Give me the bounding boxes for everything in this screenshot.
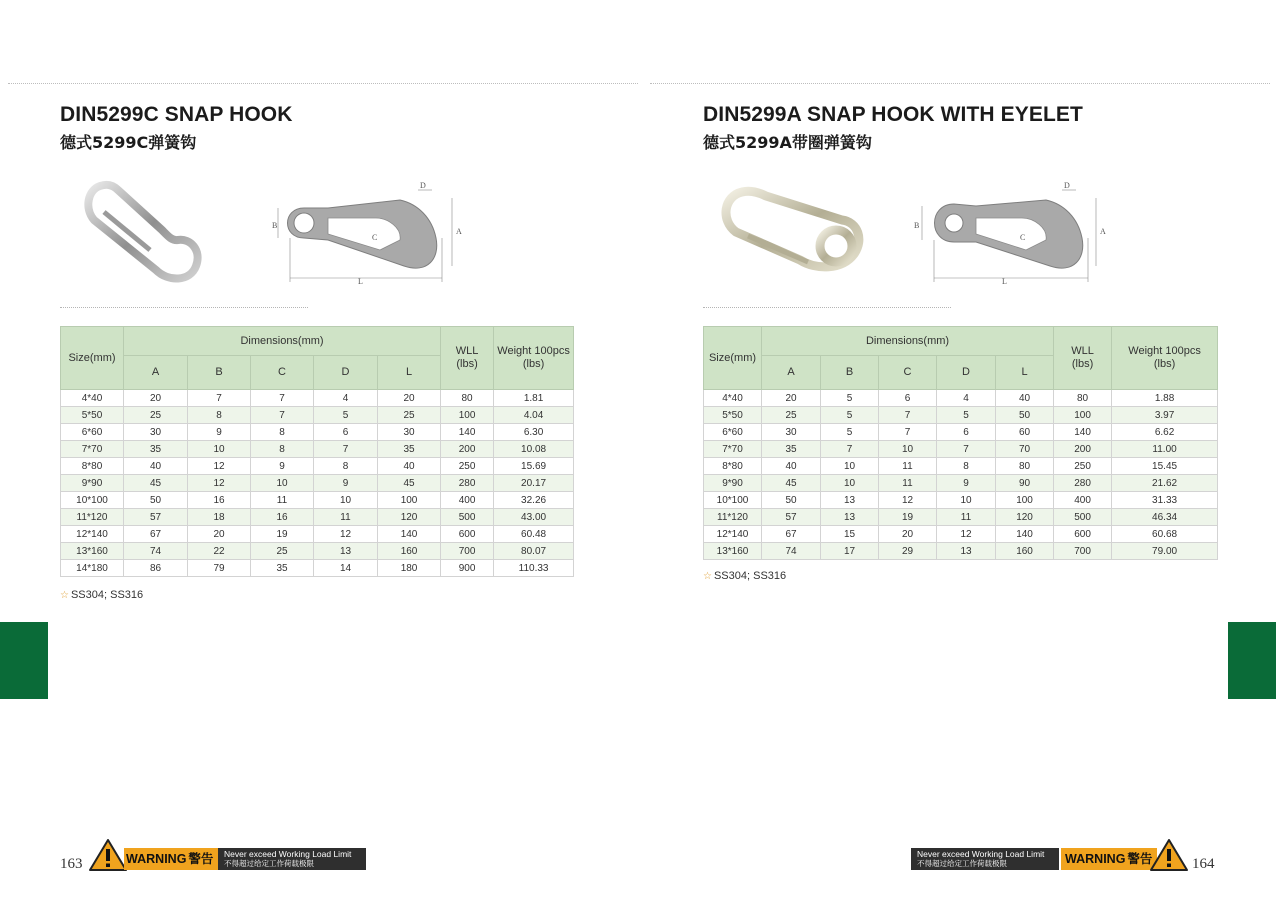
table-row [704,424,1218,441]
table-cell: 67 [124,526,188,543]
table-cell: 12*140 [61,526,124,543]
table-cell: 100 [1054,407,1112,424]
table-cell: 120 [996,509,1054,526]
left-spec-table [60,326,574,577]
snap-hook-photo [78,178,208,286]
side-tab-left [0,622,48,699]
table-cell: 600 [1054,526,1112,543]
table-cell: 100 [378,492,441,509]
drawing-label-b: B [272,221,278,230]
table-cell: 20 [879,526,937,543]
table-cell: 4 [314,390,378,407]
table-cell: 7 [314,441,378,458]
table-row [704,526,1218,543]
table-row [704,441,1218,458]
table-cell: 15 [821,526,879,543]
table-cell: 5 [821,390,879,407]
table-cell: 22 [188,543,251,560]
table-cell: 11.00 [1112,441,1218,458]
table-cell: 6.30 [494,424,574,441]
table-row [704,407,1218,424]
table-cell: 4*40 [704,390,762,407]
table-cell: 13 [821,509,879,526]
table-cell: 6*60 [704,424,762,441]
table-cell: 10 [937,492,996,509]
table-cell: 45 [124,475,188,492]
table-cell: 31.33 [1112,492,1218,509]
col-size-header: Size(mm) [61,327,124,390]
table-cell: 280 [441,475,494,492]
table-cell: 45 [378,475,441,492]
col-b-header: B [188,356,251,390]
drawing-label-l: L [1002,277,1007,286]
table-row [704,458,1218,475]
table-cell: 10 [879,441,937,458]
table-cell: 6*60 [61,424,124,441]
table-cell: 25 [251,543,314,560]
table-cell: 13 [314,543,378,560]
table-cell: 13 [821,492,879,509]
drawing-label-b: B [914,221,920,230]
table-cell: 14*180 [61,560,124,577]
table-cell: 35 [378,441,441,458]
table-cell: 8 [314,458,378,475]
table-cell: 25 [124,407,188,424]
drawing-label-c: C [1020,233,1026,242]
left-warning-banner [88,838,368,872]
table-row [61,424,574,441]
snap-hook-eyelet-photo [716,186,868,278]
table-cell: 6 [314,424,378,441]
table-cell: 80.07 [494,543,574,560]
table-cell: 30 [762,424,821,441]
table-cell: 5*50 [704,407,762,424]
table-cell: 43.00 [494,509,574,526]
table-cell: 60.68 [1112,526,1218,543]
table-cell: 10*100 [704,492,762,509]
table-cell: 13*160 [704,543,762,560]
right-section-separator [703,307,951,308]
table-cell: 25 [762,407,821,424]
left-title-en: DIN5299C SNAP HOOK [60,103,293,126]
table-cell: 7 [821,441,879,458]
table-cell: 250 [441,458,494,475]
table-cell: 57 [124,509,188,526]
table-cell: 100 [441,407,494,424]
table-row [704,475,1218,492]
table-cell: 19 [879,509,937,526]
table-cell: 7 [879,407,937,424]
warning-label: WARNING 警告 [1061,848,1157,870]
table-cell: 7 [937,441,996,458]
table-cell: 9 [188,424,251,441]
table-cell: 20 [124,390,188,407]
right-page-number: 164 [1192,856,1215,872]
table-cell: 30 [378,424,441,441]
star-icon: ☆ [703,571,712,582]
col-d-header: D [314,356,378,390]
table-row [61,526,574,543]
table-cell: 140 [1054,424,1112,441]
table-cell: 50 [996,407,1054,424]
table-cell: 45 [762,475,821,492]
table-cell: 20 [188,526,251,543]
table-cell: 10 [314,492,378,509]
warning-label: WARNING 警告 [124,848,218,870]
table-cell: 19 [251,526,314,543]
table-cell: 35 [124,441,188,458]
drawing-label-l: L [358,277,363,286]
table-cell: 500 [441,509,494,526]
table-cell: 50 [762,492,821,509]
table-cell: 9*90 [61,475,124,492]
table-cell: 11 [879,458,937,475]
table-cell: 200 [441,441,494,458]
table-cell: 10 [188,441,251,458]
table-cell: 60.48 [494,526,574,543]
table-cell: 14 [314,560,378,577]
table-cell: 12 [188,458,251,475]
table-cell: 6.62 [1112,424,1218,441]
table-cell: 50 [124,492,188,509]
table-cell: 70 [996,441,1054,458]
table-row [61,407,574,424]
table-cell: 8 [251,441,314,458]
col-b-header: B [821,356,879,390]
table-cell: 160 [996,543,1054,560]
table-row [704,390,1218,407]
table-cell: 11*120 [704,509,762,526]
right-spec-table [703,326,1218,560]
col-weight-header: Weight 100pcs (lbs) [494,327,574,390]
right-title-en: DIN5299A SNAP HOOK WITH EYELET [703,103,1083,126]
table-cell: 110.33 [494,560,574,577]
table-row [704,492,1218,509]
right-table-body [704,390,1218,560]
table-row [704,509,1218,526]
col-a-header: A [762,356,821,390]
table-cell: 1.81 [494,390,574,407]
warning-text: Never exceed Working Load Limit 不得超过给定工作荷载极限 [218,848,366,870]
right-material-note: ☆ SS304; SS316 [703,570,787,582]
table-cell: 9 [251,458,314,475]
table-cell: 4 [937,390,996,407]
table-cell: 80 [1054,390,1112,407]
table-cell: 120 [378,509,441,526]
table-cell: 20.17 [494,475,574,492]
table-cell: 1.88 [1112,390,1218,407]
table-row [61,390,574,407]
table-row [61,458,574,475]
table-cell: 10 [821,475,879,492]
table-cell: 7 [879,424,937,441]
table-cell: 60 [996,424,1054,441]
col-weight-header: Weight 100pcs (lbs) [1112,327,1218,390]
left-section-separator [60,307,308,308]
table-row [61,560,574,577]
table-cell: 67 [762,526,821,543]
table-cell: 79 [188,560,251,577]
table-cell: 200 [1054,441,1112,458]
table-cell: 10.08 [494,441,574,458]
table-cell: 15.69 [494,458,574,475]
drawing-label-a: A [456,227,462,236]
table-cell: 8 [251,424,314,441]
table-cell: 140 [441,424,494,441]
table-cell: 40 [378,458,441,475]
table-cell: 80 [996,458,1054,475]
table-cell: 74 [124,543,188,560]
table-cell: 280 [1054,475,1112,492]
warning-text: Never exceed Working Load Limit 不得超过给定工作荷载极限 [911,848,1059,870]
top-divider-right [650,83,1270,84]
table-cell: 7*70 [61,441,124,458]
left-page-number: 163 [60,856,83,872]
star-icon: ☆ [60,590,69,601]
table-cell: 10 [251,475,314,492]
top-divider-left [8,83,638,84]
table-cell: 21.62 [1112,475,1218,492]
table-cell: 5*50 [61,407,124,424]
table-cell: 12 [879,492,937,509]
table-cell: 400 [441,492,494,509]
table-cell: 100 [996,492,1054,509]
table-cell: 74 [762,543,821,560]
col-size-header: Size(mm) [704,327,762,390]
table-cell: 11 [937,509,996,526]
table-cell: 12 [937,526,996,543]
table-cell: 13*160 [61,543,124,560]
table-cell: 5 [937,407,996,424]
table-cell: 20 [762,390,821,407]
col-c-header: C [251,356,314,390]
table-cell: 4.04 [494,407,574,424]
table-row [61,492,574,509]
table-cell: 900 [441,560,494,577]
col-wll-header: WLL (lbs) [441,327,494,390]
table-cell: 500 [1054,509,1112,526]
table-row [61,543,574,560]
table-cell: 80 [441,390,494,407]
table-row [704,543,1218,560]
table-cell: 17 [821,543,879,560]
table-cell: 9 [937,475,996,492]
table-cell: 40 [124,458,188,475]
table-cell: 8*80 [61,458,124,475]
table-cell: 30 [124,424,188,441]
table-cell: 90 [996,475,1054,492]
table-cell: 11 [251,492,314,509]
table-cell: 16 [188,492,251,509]
table-cell: 32.26 [494,492,574,509]
table-cell: 600 [441,526,494,543]
table-cell: 11*120 [61,509,124,526]
table-cell: 5 [314,407,378,424]
col-l-header: L [378,356,441,390]
table-cell: 15.45 [1112,458,1218,475]
table-cell: 13 [937,543,996,560]
table-cell: 25 [378,407,441,424]
table-cell: 79.00 [1112,543,1218,560]
table-cell: 86 [124,560,188,577]
table-cell: 3.97 [1112,407,1218,424]
right-title-cn: 德式5299A带圈弹簧钩 [703,133,872,152]
drawing-label-d: D [420,181,426,190]
table-cell: 20 [378,390,441,407]
table-cell: 35 [762,441,821,458]
table-cell: 11 [314,509,378,526]
snap-hook-eyelet-drawing [912,178,1112,288]
left-title-cn: 德式5299C弹簧钩 [60,133,197,152]
table-cell: 8*80 [704,458,762,475]
table-cell: 5 [821,407,879,424]
table-cell: 11 [879,475,937,492]
col-d-header: D [937,356,996,390]
table-cell: 8 [188,407,251,424]
table-cell: 400 [1054,492,1112,509]
table-cell: 7 [251,390,314,407]
table-row [61,509,574,526]
right-warning-banner [911,838,1191,872]
table-cell: 10 [821,458,879,475]
table-cell: 12 [314,526,378,543]
col-dimensions-header: Dimensions(mm) [124,327,441,356]
table-cell: 12 [188,475,251,492]
drawing-label-c: C [372,233,378,242]
table-cell: 9*90 [704,475,762,492]
table-cell: 5 [821,424,879,441]
table-cell: 7 [188,390,251,407]
side-tab-right [1228,622,1276,699]
table-cell: 6 [937,424,996,441]
table-cell: 7*70 [704,441,762,458]
table-cell: 160 [378,543,441,560]
table-cell: 700 [1054,543,1112,560]
table-row [61,475,574,492]
warning-triangle-icon [88,838,128,872]
table-cell: 12*140 [704,526,762,543]
col-l-header: L [996,356,1054,390]
table-cell: 29 [879,543,937,560]
table-cell: 8 [937,458,996,475]
table-cell: 18 [188,509,251,526]
table-cell: 40 [762,458,821,475]
table-cell: 140 [996,526,1054,543]
col-dimensions-header: Dimensions(mm) [762,327,1054,356]
col-wll-header: WLL (lbs) [1054,327,1112,390]
table-cell: 700 [441,543,494,560]
table-cell: 4*40 [61,390,124,407]
warning-triangle-icon [1149,838,1189,872]
table-cell: 46.34 [1112,509,1218,526]
col-c-header: C [879,356,937,390]
table-cell: 7 [251,407,314,424]
table-cell: 180 [378,560,441,577]
left-table-body [61,390,574,577]
drawing-label-a: A [1100,227,1106,236]
table-cell: 10*100 [61,492,124,509]
table-cell: 35 [251,560,314,577]
table-row [61,441,574,458]
col-a-header: A [124,356,188,390]
table-cell: 16 [251,509,314,526]
drawing-label-d: D [1064,181,1070,190]
table-cell: 9 [314,475,378,492]
table-cell: 140 [378,526,441,543]
table-cell: 250 [1054,458,1112,475]
left-material-note: ☆ SS304; SS316 [60,589,144,601]
snap-hook-drawing [268,178,468,288]
table-cell: 57 [762,509,821,526]
table-cell: 6 [879,390,937,407]
table-cell: 40 [996,390,1054,407]
